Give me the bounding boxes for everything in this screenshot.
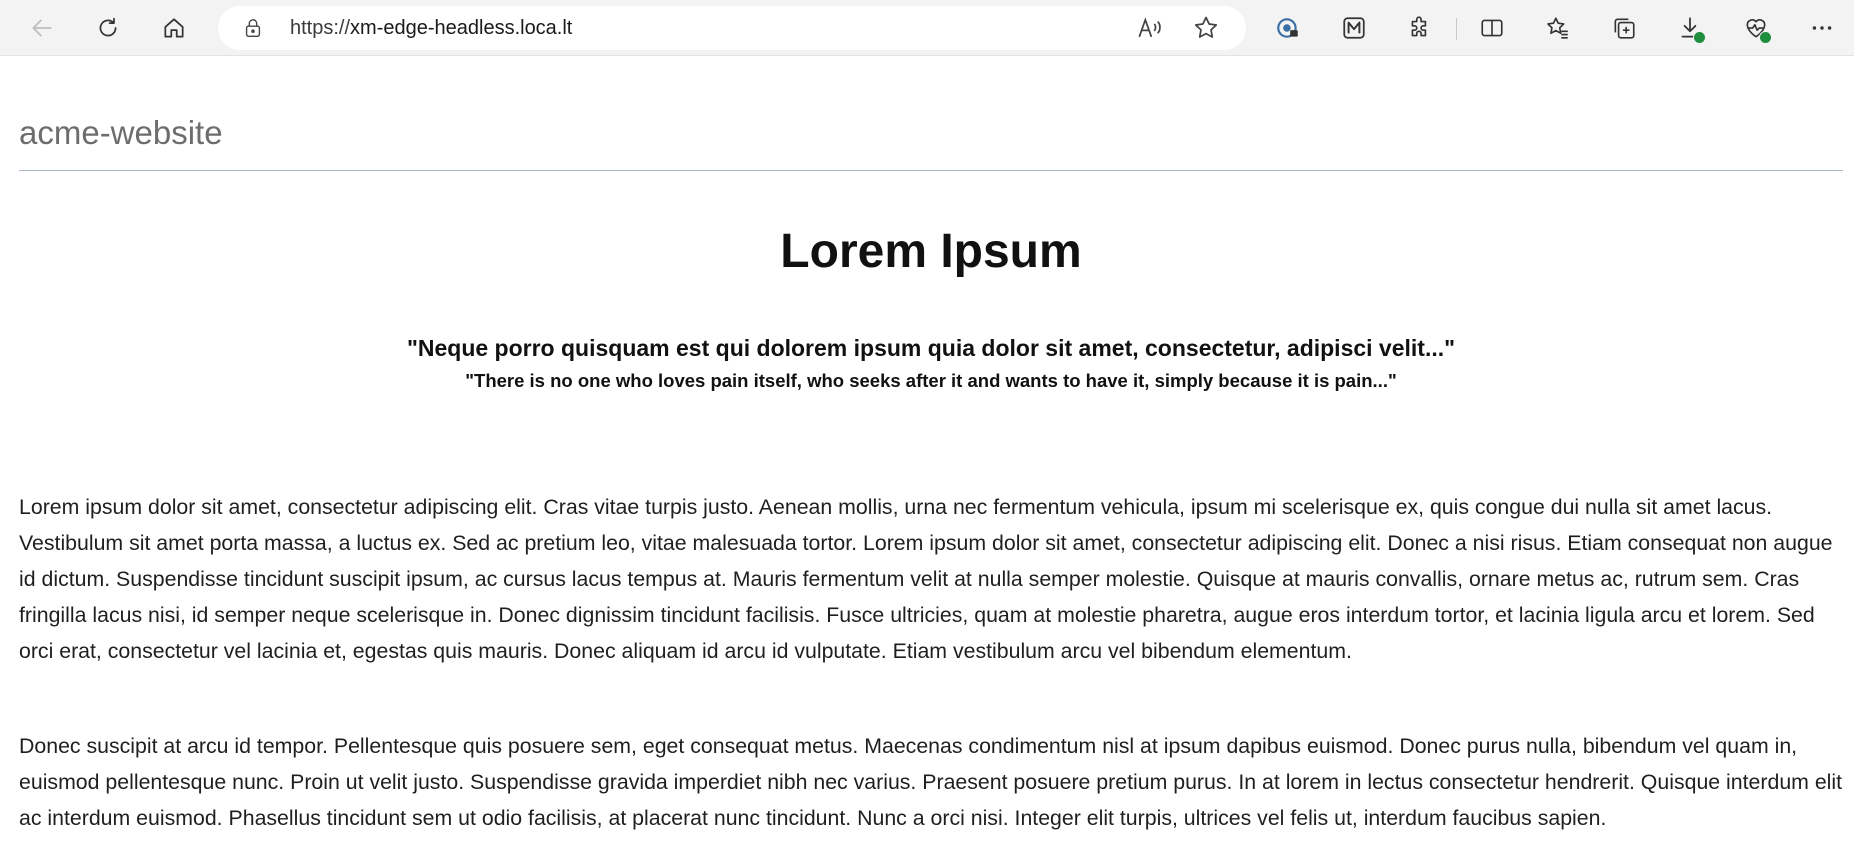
essentials-status-badge — [1759, 31, 1772, 44]
more-button[interactable] — [1804, 10, 1840, 46]
address-bar[interactable] — [218, 6, 1246, 50]
split-screen-icon — [1479, 15, 1505, 41]
refresh-icon — [95, 15, 121, 41]
page-title: Lorem Ipsum — [780, 225, 1082, 278]
extensions-button[interactable] — [1402, 10, 1438, 46]
browser-essentials-button[interactable] — [1738, 10, 1774, 46]
browser-toolbar — [0, 0, 1854, 56]
refresh-button[interactable] — [90, 10, 126, 46]
toolbar-divider — [1456, 18, 1457, 40]
m-extension-button[interactable] — [1336, 10, 1372, 46]
url-scheme: https:// — [290, 17, 351, 39]
more-icon — [1809, 15, 1835, 41]
home-button[interactable] — [156, 10, 192, 46]
read-aloud-icon[interactable] — [1136, 14, 1164, 42]
collections-icon — [1611, 15, 1637, 41]
site-title[interactable]: acme-website — [19, 114, 223, 151]
downloads-button[interactable] — [1672, 10, 1708, 46]
favorites-button[interactable] — [1540, 10, 1576, 46]
extensions-puzzle-icon — [1407, 15, 1433, 41]
primary-quote: "Neque porro quisquam est qui dolorem ipsum quia dolor sit amet, consectetur, adipisci velit..." — [406, 335, 1456, 361]
lock-icon[interactable] — [242, 16, 264, 40]
split-screen-button[interactable] — [1474, 10, 1510, 46]
url-host: xm-edge-headless.loca.lt — [350, 17, 573, 39]
password-manager-button[interactable] — [1270, 10, 1306, 46]
home-icon — [161, 15, 187, 41]
body-paragraph: Donec suscipit at arcu id tempor. Pellentesque quis posuere sem, eget consequat metus. Maecenas condimentum nisl at ipsum dapibus euismod. Donec purus nulla, bibendum vel quam in, euismod pellentesque nunc. Proin ut velit justo. Suspendisse gravida imperdiet nibh nec varius. Praesent posuere pretium purus. In at lorem in lectus consectetur hendrerit. Quisque interdum elit ac interdum euismod. Phasellus tincidunt sem ut odio facilisis, at placerat nunc tincidunt. Nunc a orci nisi. Integer elit turpis, ultrices vel felis ut, interdum faucibus sapien. — [19, 734, 1843, 830]
m-extension-icon — [1341, 15, 1367, 41]
url-text[interactable] — [290, 17, 572, 40]
body-paragraph: Lorem ipsum dolor sit amet, consectetur adipiscing elit. Cras vitae turpis justo. Aenean mollis, urna nec fermentum vehicula, ipsum mi scelerisque ex, quis congue dui nulla sit amet lacus. Vestibulum sit amet porta massa, a luctus ex. Sed ac pretium leo, vitae malesuada tortor. Lorem ipsum dolor sit amet, consectetur adipiscing elit. Donec a nisi risus. Etiam consequat non augue id dictum. Suspendisse tincidunt suscipit ipsum, ac cursus lacus tempus at. Mauris fermentum velit at nulla semper molestie. Quisque at mauris convallis, ornare metus ac, rutrum sem. Cras fringilla lacus nisi, id semper neque scelerisque in. Donec dignissim tincidunt facilisis. Fusce ultricies, quam at molestie pharetra, augue eros interdum tortor, et lacinia ligula arcu et lorem. Sed orci erat, consectetur vel lacinia et, egestas quis mauris. Donec aliquam id arcu id vulputate. Etiam vestibulum arcu vel bibendum elementum. — [19, 495, 1833, 663]
secondary-quote: "There is no one who loves pain itself, who seeks after it and wants to have it, simply because it is pain..." — [465, 370, 1397, 391]
header-divider — [19, 170, 1843, 171]
back-arrow-icon — [29, 15, 55, 41]
favorites-icon — [1545, 15, 1571, 41]
password-manager-icon — [1275, 15, 1301, 41]
back-button[interactable] — [24, 10, 60, 46]
favorite-star-icon[interactable] — [1192, 14, 1220, 42]
download-complete-badge — [1693, 31, 1706, 44]
collections-button[interactable] — [1606, 10, 1642, 46]
